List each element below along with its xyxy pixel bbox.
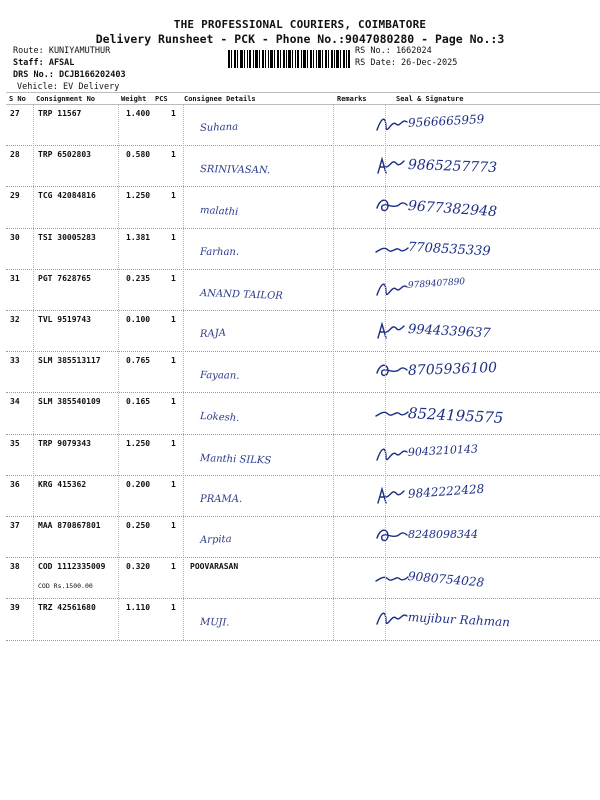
row-signature: 9865257773 [407, 157, 498, 177]
row-pcs: 1 [171, 109, 176, 118]
row-receiver-name: malathi [199, 205, 239, 219]
row-pcs: 1 [171, 562, 176, 572]
row-signature: 9566665959 [407, 112, 485, 130]
row-consignee: POOVARASAN [190, 562, 239, 572]
staff-label: Staff: AFSAL [13, 58, 75, 68]
row-weight: 0.235 [126, 273, 151, 283]
row-signature: 9043210143 [407, 441, 479, 459]
row-pcs: 1 [171, 356, 176, 366]
row-receiver-name: Suhana [199, 121, 239, 134]
row-receiver-name: Arpita [199, 533, 232, 546]
row-divider [6, 598, 600, 599]
row-divider [6, 392, 600, 393]
signature-scrawl-icon [374, 442, 410, 468]
row-receiver-name: RAJA [199, 327, 227, 340]
row-divider [6, 640, 600, 641]
row-sno: 33 [10, 356, 20, 366]
row-consignment-no: COD 1112335009 [38, 562, 106, 572]
signature-scrawl-icon [374, 194, 410, 220]
row-consignment-no: TSI 30005283 [38, 232, 96, 242]
row-weight: 0.580 [126, 150, 151, 160]
rs-date: RS Date: 26-Dec-2025 [355, 58, 458, 68]
row-consignment-no: KRG 415362 [38, 479, 87, 489]
row-consignment-no: TCG 42084816 [38, 191, 96, 201]
row-sno: 35 [10, 438, 20, 448]
row-signature: 9842222428 [407, 481, 485, 501]
row-divider [6, 186, 600, 187]
header-bottom-line [6, 104, 600, 105]
row-sno: 28 [10, 150, 20, 160]
row-weight: 0.250 [126, 521, 151, 530]
signature-scrawl-icon [374, 524, 410, 550]
row-divider [6, 145, 600, 146]
row-sno: 39 [10, 603, 20, 613]
row-sno: 37 [10, 521, 20, 530]
col-remarks-header: Remarks [337, 95, 367, 103]
column-divider [333, 104, 334, 640]
row-consignment-no: TVL 9519743 [38, 315, 91, 324]
row-receiver-name: PRAMA. [200, 493, 243, 505]
row-receiver-name: SRINIVASAN. [199, 164, 271, 177]
column-divider [118, 104, 119, 640]
col-weight-header: Weight [121, 95, 147, 103]
drs-number: DRS No.: DCJB166202403 [13, 70, 126, 80]
row-cod-amount: COD Rs.1500.00 [38, 582, 93, 591]
signature-scrawl-icon [374, 318, 410, 344]
row-sno: 31 [10, 273, 20, 283]
signature-scrawl-icon [374, 153, 410, 179]
row-divider [6, 516, 600, 517]
row-consignment-no: MAA 870867801 [38, 521, 101, 530]
row-consignment-no: SLM 385513117 [38, 356, 101, 366]
row-divider [6, 310, 600, 311]
row-receiver-name: Lokesh. [199, 411, 240, 425]
row-divider [6, 475, 600, 476]
col-sno-header: S No [9, 95, 26, 103]
signature-scrawl-icon [374, 277, 410, 303]
col-consignee-header: Consignee Details [184, 95, 256, 103]
row-signature: 7708535339 [407, 239, 491, 259]
row-sno: 29 [10, 191, 20, 201]
row-consignment-no: TRP 9079343 [38, 438, 91, 448]
row-signature: 9789407890 [407, 276, 466, 291]
row-receiver-name: Manthi SILKS [199, 452, 272, 467]
col-seal-header: Seal & Signature [396, 95, 464, 103]
route-label: Route: KUNIYAMUTHUR [13, 46, 111, 56]
signature-scrawl-icon [374, 236, 410, 262]
row-pcs: 1 [171, 191, 176, 201]
row-signature: 8248098344 [408, 528, 478, 541]
row-consignment-no: TRP 6502803 [38, 150, 91, 160]
row-weight: 0.320 [126, 562, 151, 572]
row-divider [6, 434, 600, 435]
row-consignment-no: PGT 7628765 [38, 273, 91, 283]
signature-scrawl-icon [374, 565, 410, 591]
row-consignment-no: SLM 385540109 [38, 397, 101, 407]
row-divider [6, 228, 600, 229]
column-divider [183, 104, 184, 640]
row-pcs: 1 [171, 150, 176, 160]
row-pcs: 1 [171, 521, 176, 530]
rs-number: RS No.: 1662024 [355, 46, 432, 56]
signature-scrawl-icon [374, 483, 410, 509]
signature-scrawl-icon [374, 359, 410, 385]
row-receiver-name: Farhan. [200, 246, 240, 258]
row-receiver-name: ANAND TAILOR [199, 287, 283, 302]
vehicle-label: Vehicle: EV Delivery [17, 82, 120, 92]
row-sno: 34 [10, 397, 20, 407]
row-weight: 1.250 [126, 191, 151, 201]
row-sno: 36 [10, 479, 20, 489]
header-divider [6, 92, 600, 93]
runsheet-subtitle: Delivery Runsheet - PCK - Phone No.:9047080280 - Page No.:3 [95, 32, 505, 46]
row-weight: 1.110 [126, 603, 151, 613]
row-divider [6, 269, 600, 270]
row-sno: 27 [10, 109, 20, 118]
row-receiver-name: MUJI. [199, 617, 230, 629]
row-sno: 38 [10, 562, 20, 572]
row-pcs: 1 [171, 603, 176, 613]
row-signature: 9677382948 [407, 198, 498, 221]
row-weight: 1.400 [126, 109, 151, 118]
row-weight: 0.765 [126, 356, 151, 366]
row-weight: 1.381 [126, 232, 151, 242]
signature-scrawl-icon [374, 400, 410, 426]
row-signature: 8524195575 [407, 404, 504, 428]
barcode [228, 50, 350, 68]
row-weight: 1.250 [126, 438, 151, 448]
row-weight: 0.100 [126, 315, 151, 324]
row-divider [6, 351, 600, 352]
runsheet-title: THE PROFESSIONAL COURIERS, COIMBATORE [173, 18, 427, 31]
signature-scrawl-icon [374, 606, 410, 632]
row-pcs: 1 [171, 479, 176, 489]
col-pcs-header: PCS [155, 95, 168, 103]
row-sno: 32 [10, 315, 20, 324]
row-consignment-no: TRP 11567 [38, 109, 82, 118]
row-pcs: 1 [171, 315, 176, 324]
row-signature: mujibur Rahman [407, 610, 511, 630]
column-divider [385, 104, 386, 640]
row-divider [6, 557, 600, 558]
row-consignment-no: TRZ 42561680 [38, 603, 96, 613]
row-weight: 0.200 [126, 479, 151, 489]
row-pcs: 1 [171, 397, 176, 407]
col-consignment-header: Consignment No [36, 95, 96, 103]
row-receiver-name: Fayaan. [199, 370, 240, 382]
row-pcs: 1 [171, 232, 176, 242]
row-weight: 0.165 [126, 397, 151, 407]
row-signature: 9080754028 [407, 569, 485, 590]
column-divider [33, 104, 34, 640]
row-pcs: 1 [171, 273, 176, 283]
row-signature: 8705936100 [407, 360, 498, 380]
signature-scrawl-icon [374, 112, 410, 138]
row-signature: 9944339637 [407, 322, 491, 342]
row-sno: 30 [10, 232, 20, 242]
row-pcs: 1 [171, 438, 176, 448]
